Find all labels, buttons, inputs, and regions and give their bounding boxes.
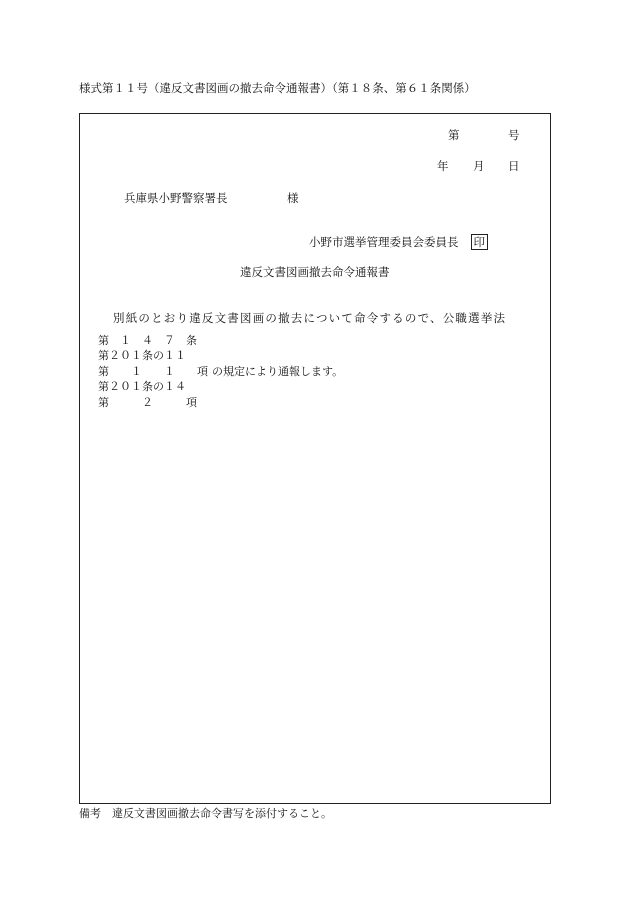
date-day: 日	[508, 159, 520, 173]
sender: 小野市選挙管理委員会委員長	[309, 235, 459, 249]
law-line-5: 第 ２ 項	[98, 396, 197, 409]
form-title: 様式第１１号（違反文書図画の撤去命令通報書）（第１８条、第６１条関係）	[79, 81, 476, 95]
document-frame	[79, 113, 551, 804]
recipient: 兵庫県小野警察署長	[124, 191, 228, 205]
honorific: 様	[287, 191, 299, 205]
law-line-3: 第 １ １ 項	[98, 365, 208, 378]
doc-number-go: 号	[508, 128, 520, 142]
date-month: 月	[473, 159, 485, 173]
body-intro: 別紙のとおり違反文書図画の撤去について命令するので、公職選挙法	[113, 311, 507, 325]
date-year: 年	[437, 159, 449, 173]
sender-line	[309, 234, 488, 250]
law-suffix: の規定により通報します。	[212, 365, 344, 378]
footer-note: 備考 違反文書図画撤去命令書写を添付すること。	[79, 807, 332, 820]
law-line-2: 第２０１条の１１	[98, 349, 186, 362]
law-line-4: 第２０１条の１４	[98, 380, 186, 393]
law-line-1: 第 １ ４ ７ 条	[98, 334, 197, 347]
seal-mark: 印	[471, 234, 489, 250]
document-title: 違反文書図画撤去命令通報書	[240, 265, 390, 279]
doc-number-dai: 第	[448, 128, 460, 142]
